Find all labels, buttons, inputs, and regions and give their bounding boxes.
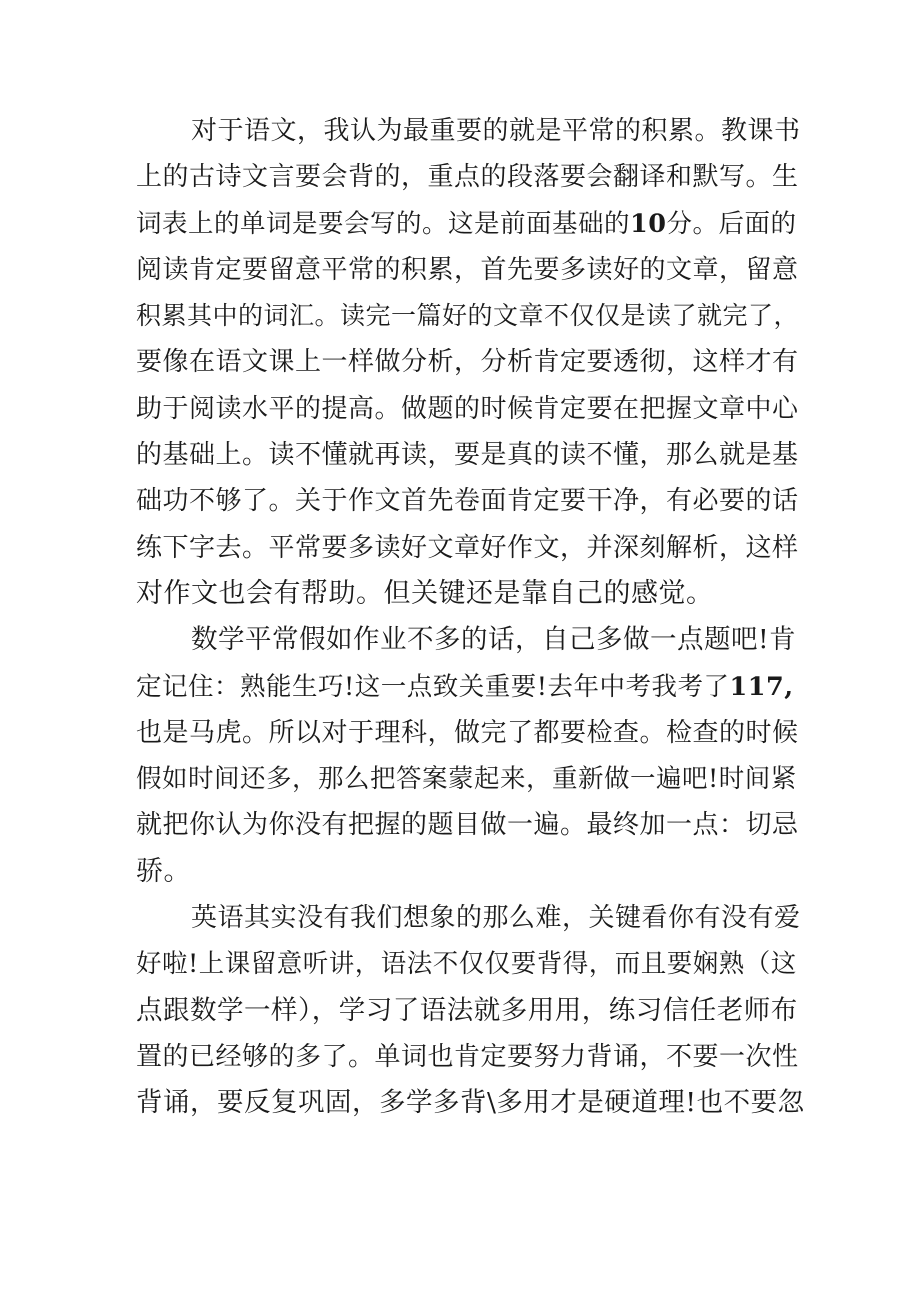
text-line: 础功不够了。关于作文首先卷面肯定要干净，有必要的话 [136, 486, 799, 517]
text-line: 假如时间还多，那么把答案蒙起来，重新做一遍吧!时间紧 [136, 764, 797, 795]
text-line: 对于语文，我认为最重要的就是平常的积累。教课书 [191, 116, 801, 146]
numeral: 117, [729, 671, 794, 702]
text-line: 背诵，要反复巩固，多学多背\多用才是硬道理!也不要忽 [136, 1087, 805, 1119]
text-line: 也是马虎。所以对于理科，做完了都要检查。检查的时候 [136, 717, 799, 748]
text-line: 对作文也会有帮助。但关键还是靠自己的感觉。 [136, 577, 714, 609]
text-line: 点跟数学一样），学习了语法就多用用，练习信任老师布 [136, 994, 798, 1026]
paragraph-math [136, 617, 804, 895]
text-line: 练下字去。平常要多读好文章好作文，并深刻解析，这样 [136, 532, 799, 563]
text-line: 的基础上。读不懂就再读，要是真的读不懂，那么就是基 [136, 440, 799, 471]
text-line: 要像在语文课上一样做分析，分析肯定要透彻，这样才有 [136, 347, 799, 378]
text-line: 积累其中的词汇。读完一篇好的文章不仅仅是读了就完了， [136, 301, 800, 331]
text-line: 好啦!上课留意听讲，语法不仅仅要背得，而且要娴熟（这 [136, 949, 797, 980]
text-line: 英语其实没有我们想象的那么难，关键看你有没有爱 [191, 903, 801, 934]
text-line: 上的古诗文言要会背的，重点的段落要会翻译和默写。生 [136, 162, 799, 193]
text-line: 数学平常假如作业不多的话，自己多做一点题吧!肯 [191, 624, 797, 656]
paragraph-english [136, 895, 804, 1126]
text-line: 词表上的单词是要会写的。这是前面基础的10分。后面的 [136, 208, 797, 239]
paragraph-chinese [136, 108, 804, 617]
text-line: 定记住：熟能生巧!这一点致关重要!去年中考我考了117, [136, 671, 794, 702]
text-line: 置的已经够的多了。单词也肯定要努力背诵，不要一次性 [136, 1041, 799, 1072]
text-line: 就把你认为你没有把握的题目做一遍。最终加一点：切忌 [136, 810, 799, 841]
body-text [136, 108, 804, 1127]
text-line: 阅读肯定要留意平常的积累，首先要多读好的文章，留意 [136, 254, 799, 285]
numeral: 10 [630, 208, 667, 239]
text-line: 骄。 [136, 855, 191, 887]
text-line: 助于阅读水平的提高。做题的时候肯定要在把握文章中心 [136, 393, 799, 424]
